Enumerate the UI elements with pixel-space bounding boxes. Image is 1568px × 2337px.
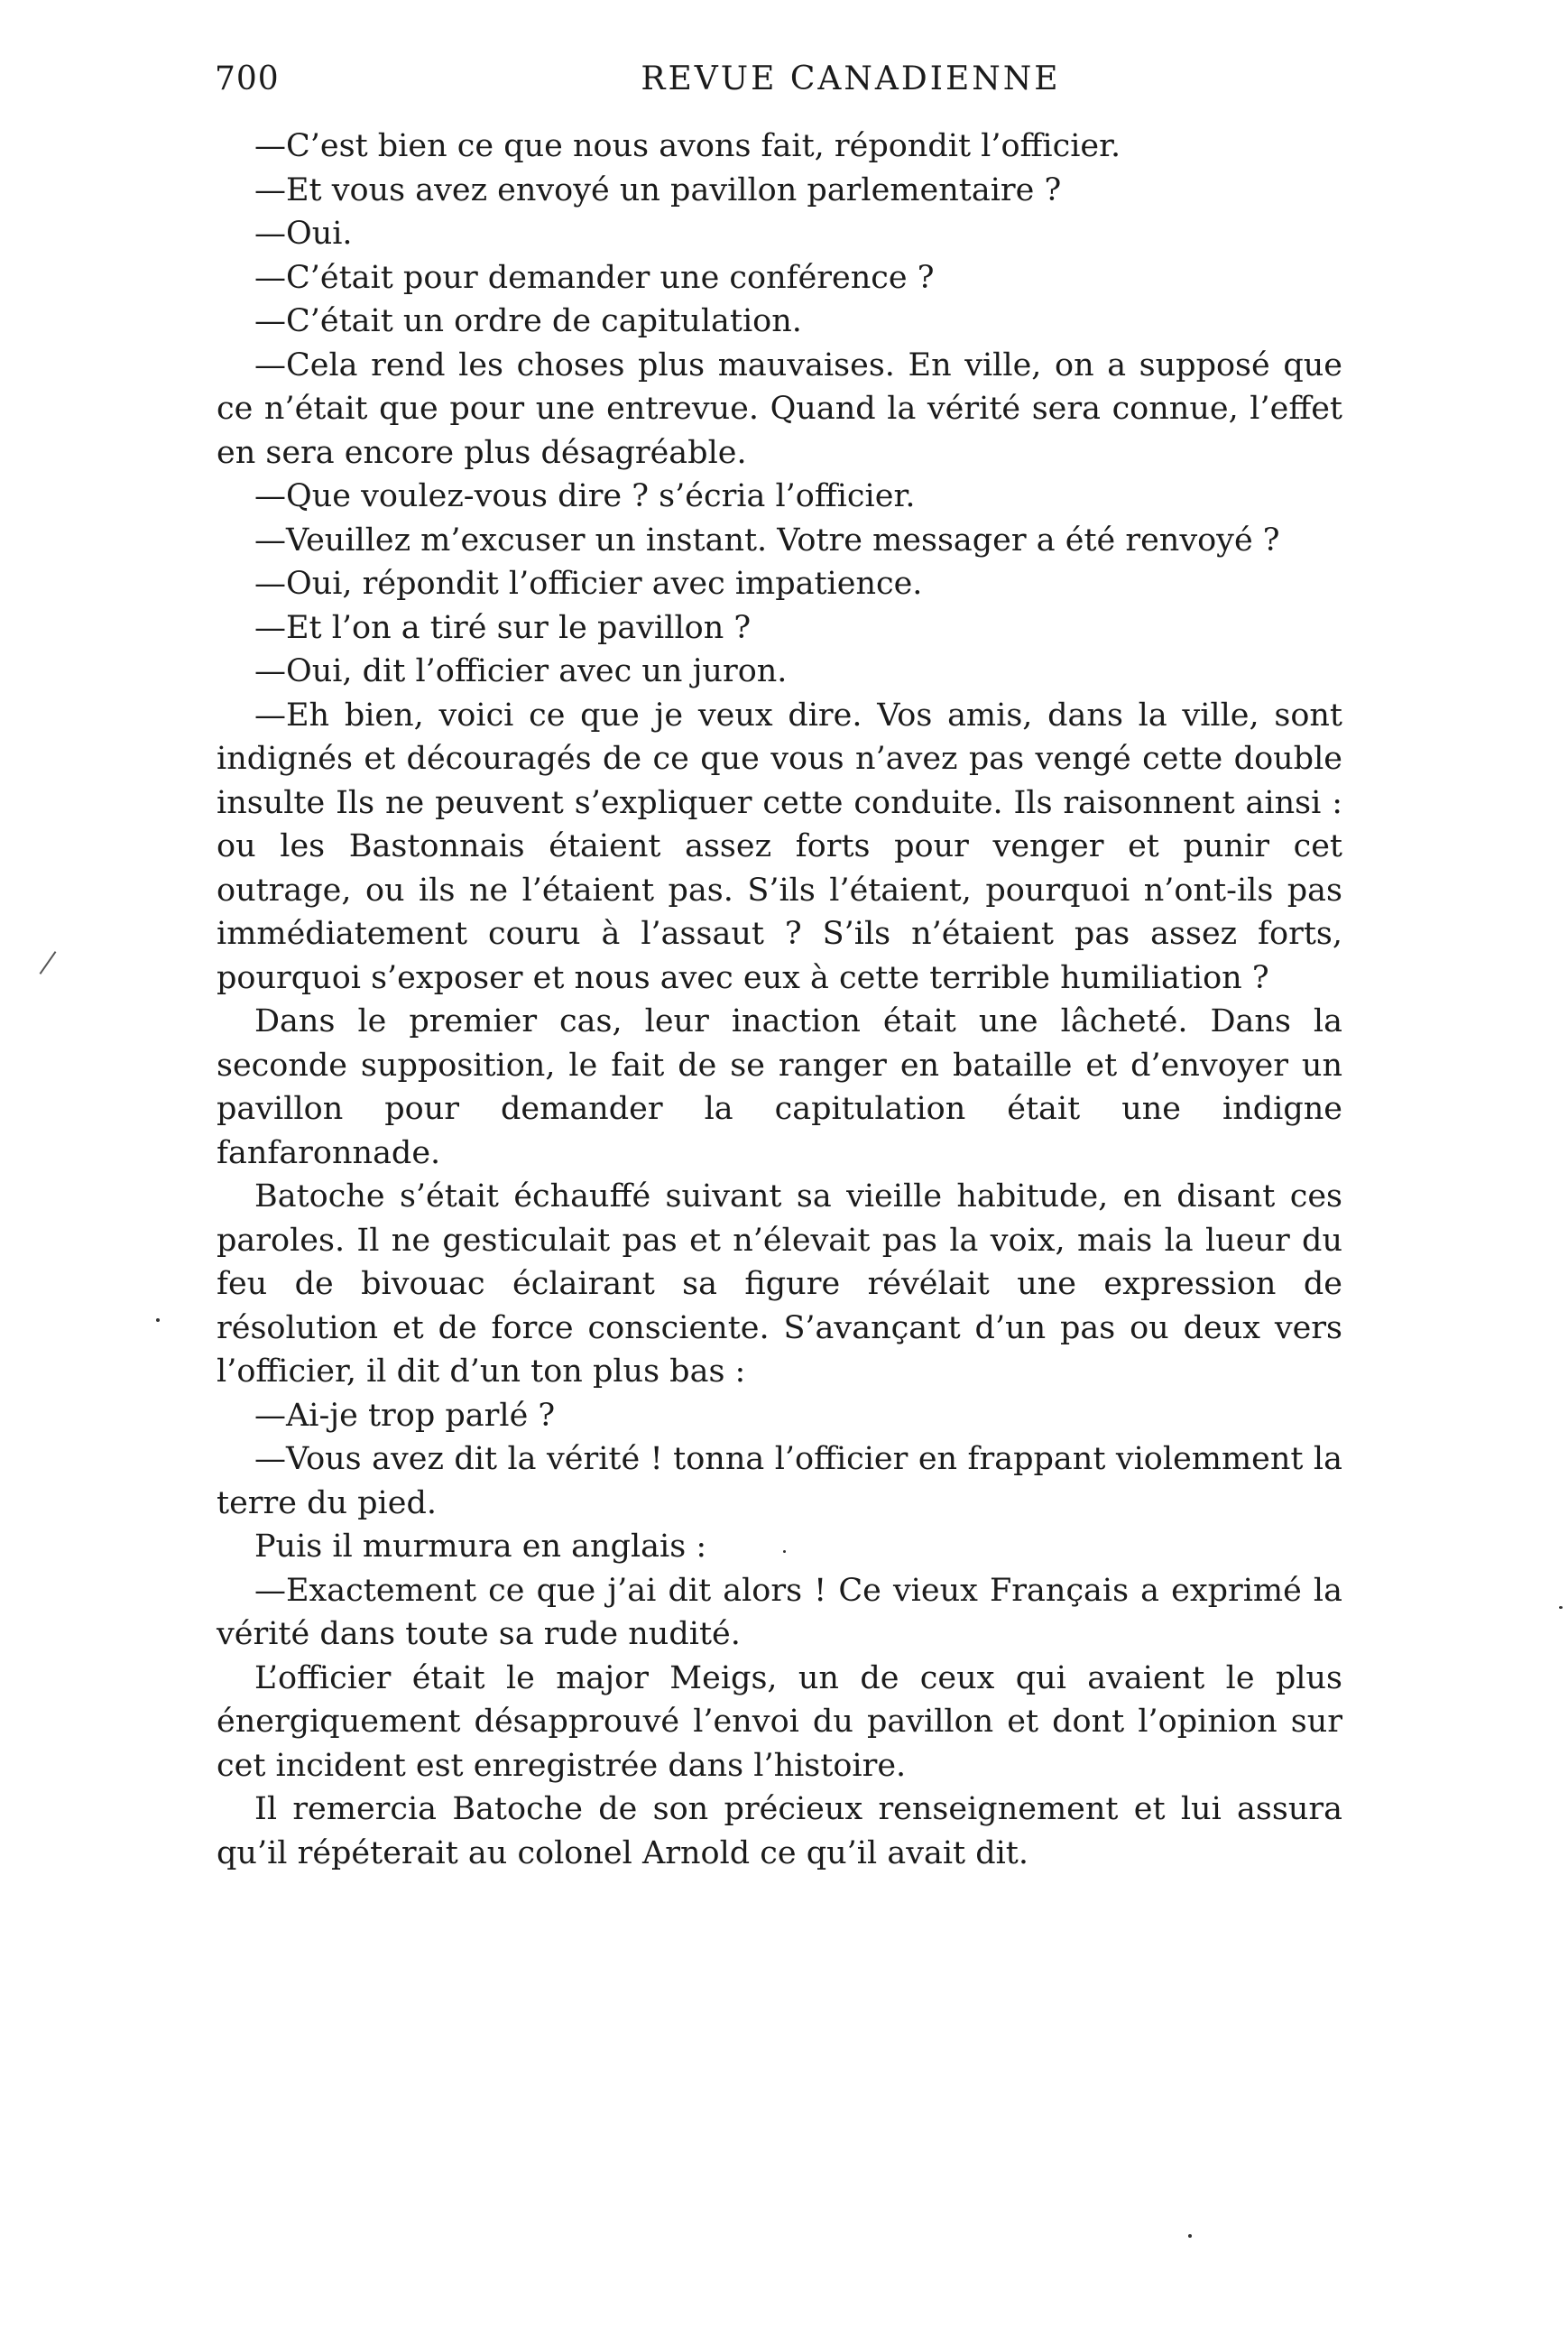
paragraph: —Cela rend les choses plus mauvaises. En ville, on a supposé que ce n’était que pour une entrevue. Quand la vérité sera connue, l’effet en sera encore plus désagréable. xyxy=(217,346,1342,471)
paragraph: Puis il murmura en anglais : xyxy=(254,1529,707,1565)
paragraph: —Vous avez dit la vérité ! tonna l’officier en frappant violemment la terre du pied. xyxy=(217,1441,1342,1521)
paragraph: —Eh bien, voici ce que je veux dire. Vos amis, dans la ville, sont indignés et découragés de ce que vous n’avez pas vengé cette double insulte Ils ne peuvent s’expliquer cette conduite. Ils raisonnent ainsi : ou les Bastonnais étaient assez forts pour venger et punir cet outrage, ou ils ne l’étaient pas. S’ils l’étaient, pourquoi n’ont-ils pas immédiatement couru à l’assaut ? S’ils n’étaient pas assez forts, pourquoi s’exposer et nous avec eux à cette terrible humiliation ? xyxy=(217,697,1342,996)
scan-speck xyxy=(156,1318,160,1322)
paragraph: —Que voulez-vous dire ? s’écria l’officier. xyxy=(254,478,916,514)
paragraph: —Exactement ce que j’ai dit alors ! Ce vieux Français a exprimé la vérité dans toute sa rude nudité. xyxy=(217,1572,1342,1652)
paragraph: —Veuillez m’excuser un instant. Votre messager a été renvoyé ? xyxy=(254,522,1280,559)
paragraph: —Et vous avez envoyé un pavillon parlementaire ? xyxy=(254,171,1062,208)
body-text xyxy=(217,125,1342,1875)
margin-pen-mark xyxy=(40,951,57,975)
paragraph: —C’était pour demander une conférence ? xyxy=(254,259,935,296)
scan-speck xyxy=(1188,2234,1192,2238)
paragraph: —Oui. xyxy=(254,216,353,252)
paragraph: —Ai-je trop parlé ? xyxy=(254,1397,556,1434)
running-title: REVUE CANADIENNE xyxy=(641,60,1061,97)
paragraph: —C’était un ordre de capitulation. xyxy=(254,303,802,339)
scan-speck xyxy=(1559,1606,1563,1609)
paragraph: Dans le premier cas, leur inaction était une lâcheté. Dans la seconde supposition, le fait de se ranger en bataille et d’envoyer un pavillon pour demander la capitulation était une indigne fanfaronnade. xyxy=(217,1003,1342,1171)
paragraph: —C’est bien ce que nous avons fait, répondit l’officier. xyxy=(254,128,1121,164)
paragraph: Batoche s’était échauffé suivant sa vieille habitude, en disant ces paroles. Il ne gesticulait pas et n’élevait pas la voix, mais la lueur du feu de bivouac éclairant sa figure révélait une expression de résolution et de force consciente. S’avançant d’un pas ou deux vers l’officier, il dit d’un ton plus bas : xyxy=(217,1178,1342,1390)
page-header xyxy=(215,52,1351,106)
paragraph: —Oui, répondit l’officier avec impatience. xyxy=(254,566,923,602)
paragraph: L’officier était le major Meigs, un de ceux qui avaient le plus énergiquement désapprouvé l’envoi du pavillon et dont l’opinion sur cet incident est enregistrée dans l’histoire. xyxy=(217,1659,1342,1784)
page-number: 700 xyxy=(215,60,280,97)
scan-speck xyxy=(783,1550,786,1553)
paragraph: Il remercia Batoche de son précieux renseignement et lui assura qu’il répéterait au colonel Arnold ce qu’il avait dit. xyxy=(217,1791,1342,1871)
paragraph: —Et l’on a tiré sur le pavillon ? xyxy=(254,609,752,646)
paragraph: —Oui, dit l’officier avec un juron. xyxy=(254,653,788,689)
